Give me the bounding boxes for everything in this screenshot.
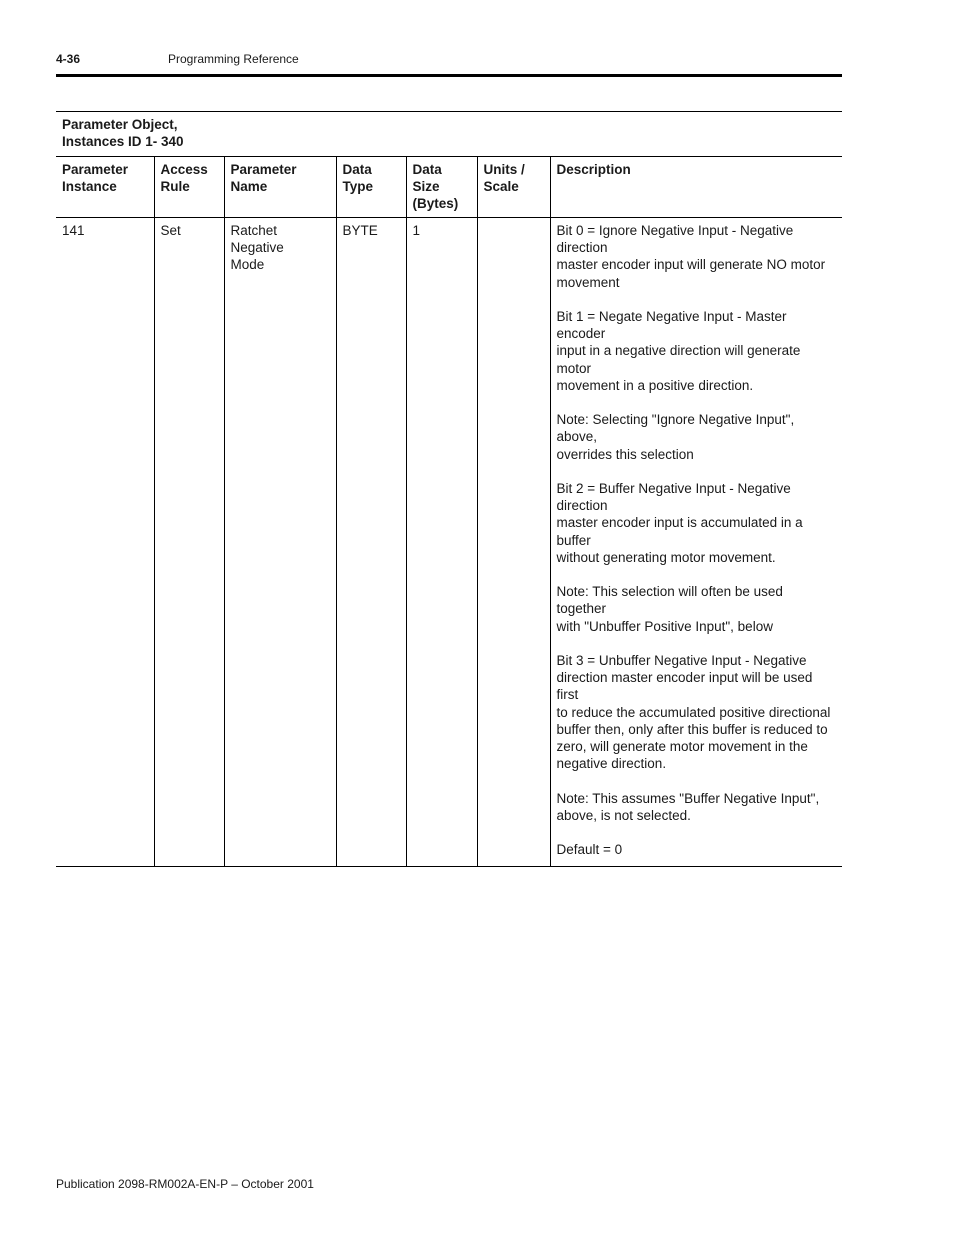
- parameter-table-grid: [56, 157, 842, 867]
- description-line: overrides this selection: [556, 446, 694, 462]
- description-line: negative direction.: [556, 756, 667, 772]
- column-header-data-type: [336, 157, 406, 218]
- header-line: Instance: [62, 179, 117, 195]
- publication-footer: Publication 2098-RM002A-EN-P – October 2001: [56, 1177, 314, 1191]
- header-line: Parameter: [230, 162, 297, 177]
- header-line: (Bytes): [412, 196, 459, 212]
- table-row: [56, 218, 842, 867]
- cell-access-rule: Set: [154, 218, 224, 867]
- description-line: input in a negative direction will generate motor: [556, 343, 801, 376]
- section-title: Programming Reference: [168, 52, 299, 66]
- header-line: Access: [160, 162, 208, 177]
- header-line: Data: [342, 162, 372, 177]
- description-line: Note: This selection will often be used together: [556, 584, 783, 617]
- description-line: buffer then, only after this buffer is reduced to: [556, 721, 828, 737]
- description-line: Bit 3 = Unbuffer Negative Input - Negative: [556, 653, 807, 668]
- column-header-data-size: [406, 157, 477, 218]
- description-line: movement in a positive direction.: [556, 377, 754, 393]
- description-line: to reduce the accumulated positive directional: [556, 704, 831, 720]
- header-line: Type: [342, 179, 374, 195]
- description-paragraph: [557, 222, 837, 291]
- description-line: zero, will generate motor movement in the: [556, 739, 808, 755]
- description-line: without generating motor movement.: [556, 549, 776, 565]
- description-paragraph: [557, 480, 837, 566]
- caption-line-1: Parameter Object,: [62, 117, 178, 132]
- header-line: Size: [412, 179, 440, 195]
- column-header-parameter-name: [224, 157, 336, 218]
- description-line: Bit 1 = Negate Negative Input - Master encoder: [556, 309, 787, 342]
- description-line: direction master encoder input will be used first: [556, 670, 813, 703]
- description-line: master encoder input will generate NO motor: [556, 257, 826, 273]
- description-line: movement: [556, 274, 620, 290]
- header-line: Data: [412, 162, 442, 177]
- description-line: Default = 0: [556, 842, 623, 858]
- header-rule: [56, 74, 842, 77]
- table-caption: [56, 112, 842, 157]
- description-line: above, is not selected.: [556, 807, 691, 823]
- description-paragraph: [557, 652, 837, 772]
- table-header-row: [56, 157, 842, 218]
- cell-data-size: 1: [406, 218, 477, 867]
- description-paragraph: [557, 583, 837, 635]
- description-line: Bit 0 = Ignore Negative Input - Negative direction: [556, 223, 794, 256]
- header-line: Units /: [483, 162, 525, 177]
- parameter-name-line: Ratchet Negative: [230, 223, 284, 256]
- column-header-parameter-instance: [56, 157, 154, 218]
- header-line: Scale: [483, 179, 519, 195]
- cell-description: [550, 218, 842, 867]
- description-paragraph: [557, 308, 837, 394]
- caption-line-2: Instances ID 1- 340: [62, 134, 184, 149]
- description-paragraph: [557, 790, 837, 824]
- description-line: with "Unbuffer Positive Input", below: [556, 618, 773, 634]
- description-line: Note: This assumes "Buffer Negative Input",: [556, 790, 820, 806]
- column-header-units-scale: [477, 157, 550, 218]
- header-line: Description: [556, 162, 631, 177]
- cell-units-scale: [477, 218, 550, 867]
- header-line: Name: [230, 179, 268, 195]
- parameter-table: [56, 111, 842, 867]
- cell-instance: 141: [56, 218, 154, 867]
- description-line: Bit 2 = Buffer Negative Input - Negative direction: [556, 481, 791, 514]
- description-paragraph: [557, 841, 837, 858]
- page-header: [56, 52, 842, 70]
- description-line: Note: Selecting "Ignore Negative Input", above,: [556, 412, 795, 445]
- description-paragraph: [557, 411, 837, 463]
- description-line: master encoder input is accumulated in a buffer: [556, 515, 803, 548]
- cell-data-type: BYTE: [336, 218, 406, 867]
- column-header-description: [550, 157, 842, 218]
- page-number: 4-36: [56, 52, 81, 66]
- header-line: Rule: [160, 179, 190, 195]
- header-line: Parameter: [62, 162, 129, 177]
- column-header-access-rule: [154, 157, 224, 218]
- cell-parameter-name: [224, 218, 336, 867]
- parameter-name-line: Mode: [230, 257, 265, 273]
